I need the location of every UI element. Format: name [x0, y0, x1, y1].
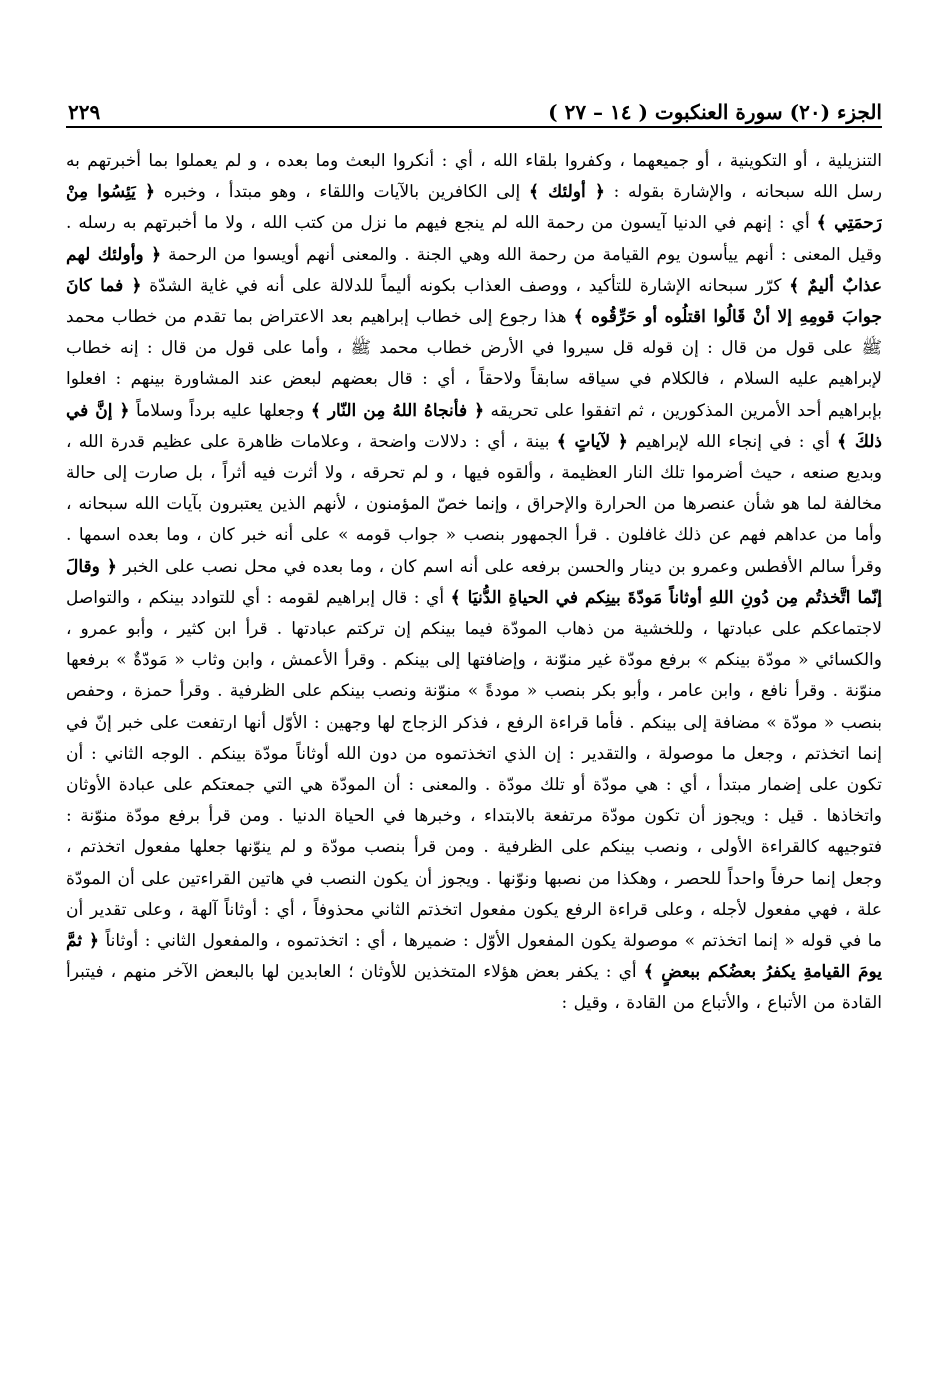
commentary-text: أي : إنهم في الدنيا آيسون من رحمة الله لم ينجع فيهم ما نزل من كتب الله ، ولا ما أخبرتهم به رسله . وقيل المعنى : أنهم ييأسون يوم القيامة من رحمة الله وهي الجنة . والمعنى أنهم أويسوا من الرحمة: [66, 213, 882, 265]
quran-quote: ﴿ فما كانَ جوابَ قومِهِ إلا أنْ قَالُوا اقتلُوه أو حَرِّقُوه ﴾: [66, 275, 882, 328]
commentary-text: بينة ، أي : دلالات واضحة ، وعلامات ظاهرة على عظيم قدرة الله ، وبديع صنعه ، حيث أضرموا تلك النار العظيمة ، وألقوه فيها ، و لم تحرقه ، ولا أثرت فيه أثراً ، بل صارت إلى حالة مخالفة لما هو شأن عنصرها من الحرارة والإحراق ، وإنما خصّ المؤمنون ، لأنهم الذين يعتبرون بآيات الله سبحانه ، وأما من عداهم فهم عن ذلك غافلون . قرأ الجمهور بنصب « جواب قومه » على أنه خبر كان ، وما بعده اسمها . وقرأ سالم الأفطس وعمرو بن دينار والحسن برفعه على أنه اسم كان ، وما بعده في محل نصب على الخبر: [66, 431, 882, 577]
commentary-text: أي : قال إبراهيم لقومه : أي للتوادد بينكم ، والتواصل لاجتماعكم على عبادتها ، وللخشية من ذهاب المودّة فيما بينكم إن تركتم عبادتها . قرأ ابن كثير ، وأبو عمرو ، والكسائي « مودّة بينكم » برفع مودّة غير منوّنة ، وإضافتها إلى بينكم . وقرأ الأعمش ، وابن وثاب « مَودّةٌ » برفعها منوّنة . وقرأ نافع ، وابن عامر ، وأبو بكر بنصب « مودةً » منوّنة ونصب بينكم على الظرفية . وقرأ حمزة ، وحفص بنصب « مودّة » مضافة إلى بينكم . فأما قراءة الرفع ، فذكر الزجاج لها وجهين : الأوّل أنها ارتفعت على خبر إنّ في إنما اتخذتم ، وجعل ما موصولة ، والتقدير : إن الذي اتخذتموه من دون الله أوثاناً مودّة بينكم . الوجه الثاني : أن تكون على إضمار مبتدأ ، أي : هي مودّة أو تلك مودّة . والمعنى : أن المودّة هي التي جمعتكم على عبادة الأوثان واتخاذها . قيل : ويجوز أن تكون مودّة مرتفعة بالابتداء ، وخبرها في الحياة الدنيا . ومن قرأ برفع مودّة منوّنة : فتوجيهه كالقراءة الأولى ، ونصب بينكم على الظرفية . ومن قرأ بنصب مودّة و لم ينوّنها جعلها مفعول اتخذتم ، وجعل إنما حرفاً واحداً للحصر ، وهكذا من نصبها ونوّنها . ويجوز أن يكون النصب في هاتين القراءتين على أن المودّة علة ، فهي مفعول لأجله ، وعلى قراءة الرفع يكون مفعول اتخذتم الثاني محذوفاً ، أي : أوثاناً آلهة ، وعلى تقدير أن ما في قوله « إنما اتخذتم » موصولة يكون المفعول الأوّل : ضميرها ، أي : اتخذتموه ، والمفعول الثاني : أوثاناً: [66, 587, 882, 952]
commentary-text: إلى الكافرين بالآيات واللقاء ، وهو مبتدأ ، وخبره: [155, 182, 529, 203]
page-body: [66, 146, 882, 1284]
body-paragraph: [66, 146, 882, 1020]
quran-quote: ﴿ فأنجاهُ اللهُ مِن النّار ﴾: [310, 400, 485, 421]
quran-quote: ﴿ يَئِسُوا مِنْ رَحمَتِي ﴾: [66, 182, 882, 234]
header-divider: [66, 126, 882, 128]
page-header: [68, 88, 882, 128]
quran-quote: ﴿ وأولئك لهم عذابٌ أليمٌ ﴾: [66, 244, 882, 296]
quran-quote: ﴿ وقالَ إنّما اتَّخذتُم مِن دُونِ اللهِ أوثاناً مَودّةَ بينِكم في الحياةِ الدُّنيَا ﴾: [66, 556, 882, 608]
commentary-text: هذا رجوع إلى خطاب إبراهيم بعد الاعتراض بما تقدم من خطاب محمد ﷺ على قول من قال : إن قوله قل سيروا في الأرض خطاب محمد ﷺ ، وأما على قول من قال : إنه خطاب لإبراهيم عليه السلام ، فالكلام في سياقه سابقاً ولاحقاً ، أي : قال بعضهم لبعض عند المشاورة بينهم : افعلوا بإبراهيم أحد الأمرين المذكورين ، ثم اتفقوا على تحريقه: [66, 307, 882, 421]
quran-quote: ﴿ ثمَّ يومَ القيامةِ يكفرُ بعضُكم ببعضٍ ﴾: [66, 931, 882, 983]
commentary-text: التنزيلية ، أو التكوينية ، أو جميعهما ، وكفروا بلقاء الله ، أي : أنكروا البعث وما بعده ، و لم يعملوا بما أخبرتهم به رسل الله سبحانه ، والإشارة بقوله :: [66, 151, 882, 203]
quran-quote: ﴿ أولئك ﴾: [528, 182, 605, 203]
page-number: ٢٢٩: [68, 100, 101, 124]
commentary-text: كرّر سبحانه الإشارة للتأكيد ، ووصف العذاب بكونه أليماً للدلالة على أنه في غاية الشدّة: [141, 275, 790, 296]
running-title: الجزء (٢٠) سورة العنكبوت ( ١٤ – ٢٧ ): [548, 100, 882, 124]
quran-quote: ﴿ إنَّ في ذلكَ ﴾: [66, 400, 882, 452]
commentary-text: وجعلها عليه برداً وسلاماً: [129, 400, 311, 421]
quran-quote: ﴿ لآياتٍ ﴾: [556, 431, 628, 452]
commentary-text: أي : يكفر بعض هؤلاء المتخذين للأوثان ؛ العابدين لها بالبعض الآخر منهم ، فيتبرأ القادة من الأتباع ، والأتباع من القادة ، وقيل :: [66, 962, 882, 1014]
commentary-text: أي : في إنجاء الله لإبراهيم: [627, 431, 838, 452]
